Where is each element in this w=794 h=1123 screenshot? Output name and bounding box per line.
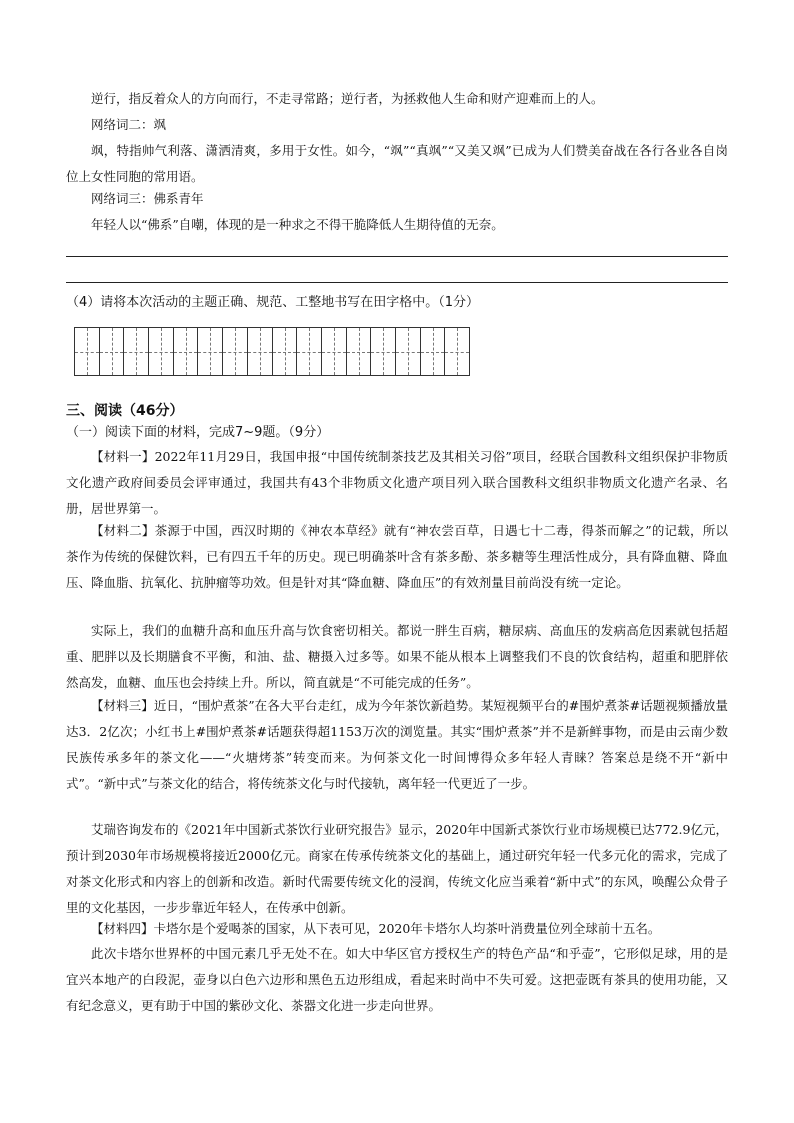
tianzige-cell[interactable] [321,327,347,376]
tianzige-cell[interactable] [173,327,199,376]
tianzige-grid[interactable] [75,327,470,376]
cell-guide-vertical [334,328,335,375]
tianzige-cell[interactable] [272,327,298,376]
tianzige-cell[interactable] [420,327,446,376]
cell-guide-vertical [408,328,409,375]
cell-guide-vertical [383,328,384,375]
question-4-text: （4）请将本次活动的主题正确、规范、工整地书写在田字格中。（1分） [66,295,480,310]
tianzige-cell[interactable] [99,327,125,376]
cell-guide-vertical [161,328,162,375]
tianzige-cell[interactable] [296,327,322,376]
keyword-two-label: 网络词二：飒 [91,117,167,132]
cell-guide-vertical [359,328,360,375]
answer-line-2 [66,282,728,283]
material-three-para-1: 【材料三】近日，“围炉煮茶”在各大平台走红，成为今年茶饮新趋势。某短视频平台的#围炉煮茶#话题视频播放量达3．2亿次；小红书上#围炉煮茶#话题获得超1153万次的浏览量。其实“围炉煮茶”并不是新鲜事物，而是由云南少数民族传承多年的茶文化——“火塘烤茶”转变而来。为何茶文化一时间博得众多年轻人青睐？答案总是绕不开“新中式”。“新中式”与茶文化的结合，将传统茶文化与时代接轨，离年轻一代更近了一步。 [66,698,728,791]
cell-guide-vertical [186,328,187,375]
cell-guide-vertical [136,328,137,375]
paragraph-nixing: 逆行，指反着众人的方向而行，不走寻常路；逆行者，为拯救他人生命和财产迎难而上的人。 [91,91,604,106]
paragraph-sa: 飒，特指帅气利落、潇洒清爽，多用于女性。如今，“飒”“真飒”“又美又飒”已成为人们赞美奋战在各行各业各自岗位上女性同胞的常用语。 [66,143,728,184]
material-two-para-1: 【材料二】茶源于中国，西汉时期的《神农本草经》就有“神农尝百草，日遇七十二毒，得茶而解之”的记载，所以茶作为传统的保健饮料，已有四五千年的历史。现已明确茶叶含有茶多酚、茶多糖等生理活性成分，具有降血糖、降血压、降血脂、抗氧化、抗肿瘤等功效。但是针对其“降血糖、降血压”的有效剂量目前尚没有统一定论。 [66,523,728,590]
tianzige-cell[interactable] [370,327,396,376]
material-three-para-2: 艾瑞咨询发布的《2021年中国新式茶饮行业研究报告》显示，2020年中国新式茶饮行业市场规模已达772.9亿元，预计到2030年市场规模将接近2000亿元。商家在传承传统茶文化的基础上，通过研究年轻一代多元化的需求，完成了对茶文化形式和内容上的创新和改造。新时代需要传统文化的浸润，传统文化应当乘着“新中式”的东风，唤醒公众骨子里的文化基因，一步步靠近年轻人，在传承中创新。 [66,822,728,915]
keyword-three-label: 网络词三：佛系青年 [91,191,204,206]
tianzige-cell[interactable] [148,327,174,376]
tianzige-cell[interactable] [346,327,372,376]
cell-guide-vertical [210,328,211,375]
section-subtitle: （一）阅读下面的材料，完成7~9题。（9分） [66,425,330,440]
material-four-para-2: 此次卡塔尔世界杯的中国元素几乎无处不在。如大中华区官方授权生产的特色产品“和乎壶”，它形似足球，用的是宜兴本地产的白段泥，壶身以白色六边形和黑色五边形组成，看起来时尚中不失可爱。这把壶既有茶具的使用功能，又有纪念意义，更有助于中国的紫砂文化、茶器文化进一步走向世界。 [66,946,728,1013]
answer-line-1 [66,256,728,257]
material-two-para-2: 实际上，我们的血糖升高和血压升高与饮食密切相关。都说一胖生百病，糖尿病、高血压的发病高危因素就包括超重、肥胖以及长期膳食不平衡，和油、盐、糖摄入过多等。如果不能从根本上调整我们不良的饮食结构，超重和肥胖依然高发，血糖、血压也会持续上升。所以，简直就是“不可能完成的任务”。 [66,623,728,690]
cell-guide-vertical [235,328,236,375]
material-one: 【材料一】2022年11月29日，我国申报“中国传统制茶技艺及其相关习俗”项目，经联合国教科文组织保护非物质文化遗产政府间委员会评审通过，我国共有43个非物质文化遗产项目列入联合国教科文组织非物质文化遗产名录、名册，居世界第一。 [66,449,728,516]
tianzige-cell[interactable] [197,327,223,376]
cell-guide-vertical [457,328,458,375]
section-title: 三、阅读（46分） [66,403,184,419]
cell-guide-vertical [309,328,310,375]
cell-guide-vertical [433,328,434,375]
tianzige-cell[interactable] [74,327,100,376]
tianzige-cell[interactable] [247,327,273,376]
cell-guide-vertical [260,328,261,375]
cell-guide-vertical [285,328,286,375]
material-four-para-1: 【材料四】卡塔尔是个爱喝茶的国家，从下表可见，2020年卡塔尔人均茶叶消费量位列全球前十五名。 [91,921,661,936]
cell-guide-vertical [87,328,88,375]
tianzige-cell[interactable] [222,327,248,376]
tianzige-cell[interactable] [395,327,421,376]
tianzige-cell[interactable] [123,327,149,376]
paragraph-foxi: 年轻人以“佛系”自嘲，体现的是一种求之不得干脆降低人生期待值的无奈。 [91,217,504,232]
cell-guide-vertical [112,328,113,375]
tianzige-cell[interactable] [444,327,470,376]
